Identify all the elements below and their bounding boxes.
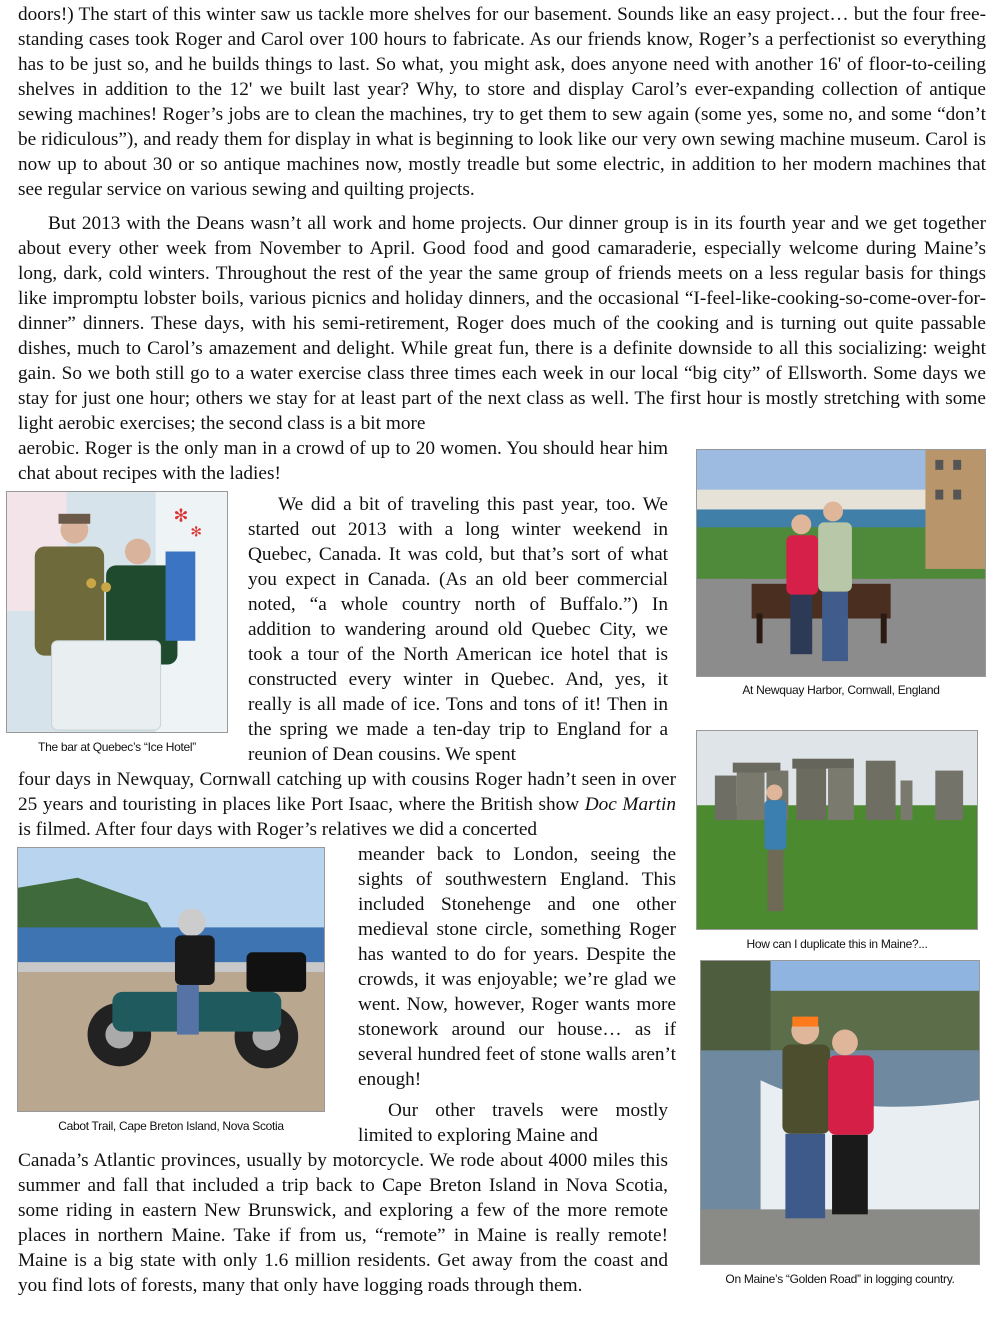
show-title: Doc Martin xyxy=(584,794,676,815)
paragraph-travel-cont xyxy=(18,767,676,842)
paragraph-travel xyxy=(248,492,668,767)
paragraph-dinner-group xyxy=(18,211,986,436)
stonehenge-photo xyxy=(696,730,978,930)
paragraph-other-travels-cont xyxy=(18,1148,668,1298)
paragraph-text: Our other travels were mostly limited to exploring Maine and xyxy=(358,1100,668,1146)
paragraph-shelves xyxy=(18,2,986,202)
newquay-photo xyxy=(696,449,986,677)
golden-road-photo xyxy=(700,960,980,1265)
paragraph-other-travels xyxy=(358,1098,668,1148)
golden-road-caption: On Maine’s “Golden Road” in logging country. xyxy=(725,1272,955,1286)
cabot-trail-caption: Cabot Trail, Cape Breton Island, Nova Scotia xyxy=(58,1119,284,1133)
paragraph-text: But 2013 with the Deans wasn’t all work and home projects. Our dinner group is in its fourth year and we get together about every other week from November to April. Good food and good camaraderie, especially welcome during Maine’s long, dark, cold winters. Throughout the rest of the year the same group of friends meets on a less regular basis for things like impromptu lobster boils, various picnics and holiday dinners, and the occasional “I-feel-like-cooking-so-come-over-for-dinner” dinners. These days, with his semi-retirement, Roger does much of the cooking and is turning out quite passable dishes, much to Carol’s amazement and delight. While great fun, there is a definite downside to all this socializing: weight gain. So we both still go to a water exercise class three times each week in our local “big city” of Ellsworth. Some days we stay for just one hour; others we stay for at least part of the next class as well. The first hour is mostly stretching with some light aerobic exercises; the second class is a bit more xyxy=(18,213,986,434)
ice-hotel-caption: The bar at Quebec’s “Ice Hotel” xyxy=(38,740,196,754)
newquay-caption: At Newquay Harbor, Cornwall, England xyxy=(742,683,940,697)
paragraph-text: aerobic. Roger is the only man in a crowd of up to 20 women. You should hear him chat about recipes with the ladies! xyxy=(18,438,668,484)
ice-hotel-photo xyxy=(6,491,228,733)
paragraph-stonehenge xyxy=(358,842,676,1092)
paragraph-text: doors!) The start of this winter saw us tackle more shelves for our basement. Sounds like an easy project… but the four free-standing cases took Roger and Carol over 100 hours to fabricate. As our friends know, Roger’s a perfectionist so everything has to be just so, and he builds things to last. So what, you might ask, does anyone need with another 16' of floor-to-ceiling shelves in addition to the 12' we built last year? Why, to store and display Carol’s ever-expanding collection of antique sewing machines! Roger’s jobs are to clean the machines, try to get them to sew again (some yes, some no, and some “don’t be ridiculous”), and ready them for display in what is beginning to look like our very own sewing machine museum. Carol is now up to about 30 or so antique machines now, mostly treadle but some electric, in addition to her modern machines that see regular service on various sewing and quilting projects. xyxy=(18,4,986,200)
paragraph-text: meander back to London, seeing the sights of southwestern England. This included Stonehenge and one other medieval stone circle, something Roger has wanted to do for years. Despite the crowds, it was enjoyable; we’re glad we went. Now, however, Roger wants more stonework around our house… as if several hundred feet of stone walls aren’t enough! xyxy=(358,844,676,1090)
paragraph-text: We did a bit of traveling this past year, too. We started out 2013 with a long winter weekend in Quebec, Canada. It was cold, but that’s sort of what you expect in Canada. (As an old beer commercial noted, “a whole country north of Buffalo.”) In addition to wandering around old Quebec City, we took a tour of the North American ice hotel that is constructed every winter in Quebec. And, yes, it really is all made of ice. Tons and tons of it! Then in the spring we made a ten-day trip to England for a reunion of Dean cousins. We spent xyxy=(248,494,668,765)
stonehenge-caption: How can I duplicate this in Maine?... xyxy=(746,937,928,951)
paragraph-dinner-group-cont xyxy=(18,436,668,486)
svg-text:✻: ✻ xyxy=(190,524,202,541)
paragraph-text xyxy=(18,767,676,842)
cabot-trail-photo xyxy=(17,847,325,1112)
svg-text:✻: ✻ xyxy=(173,505,189,527)
text-span: is filmed. After four days with Roger’s relatives we did a concerted xyxy=(18,819,538,840)
paragraph-text: Canada’s Atlantic provinces, usually by motorcycle. We rode about 4000 miles this summer and fall that included a trip back to Cape Breton Island in Nova Scotia, some riding in eastern New Brunswick, and exploring a few of the more remote places in northern Maine. Take if from us, “remote” in Maine is really remote! Maine is a big state with only 1.6 million residents. Get away from the coast and you find lots of forests, many that only have logging roads through them. xyxy=(18,1150,668,1296)
text-span: four days in Newquay, Cornwall catching up with cousins Roger hadn’t seen in over 25 years and touristing in places like Port Isaac, where the British show xyxy=(18,769,676,815)
